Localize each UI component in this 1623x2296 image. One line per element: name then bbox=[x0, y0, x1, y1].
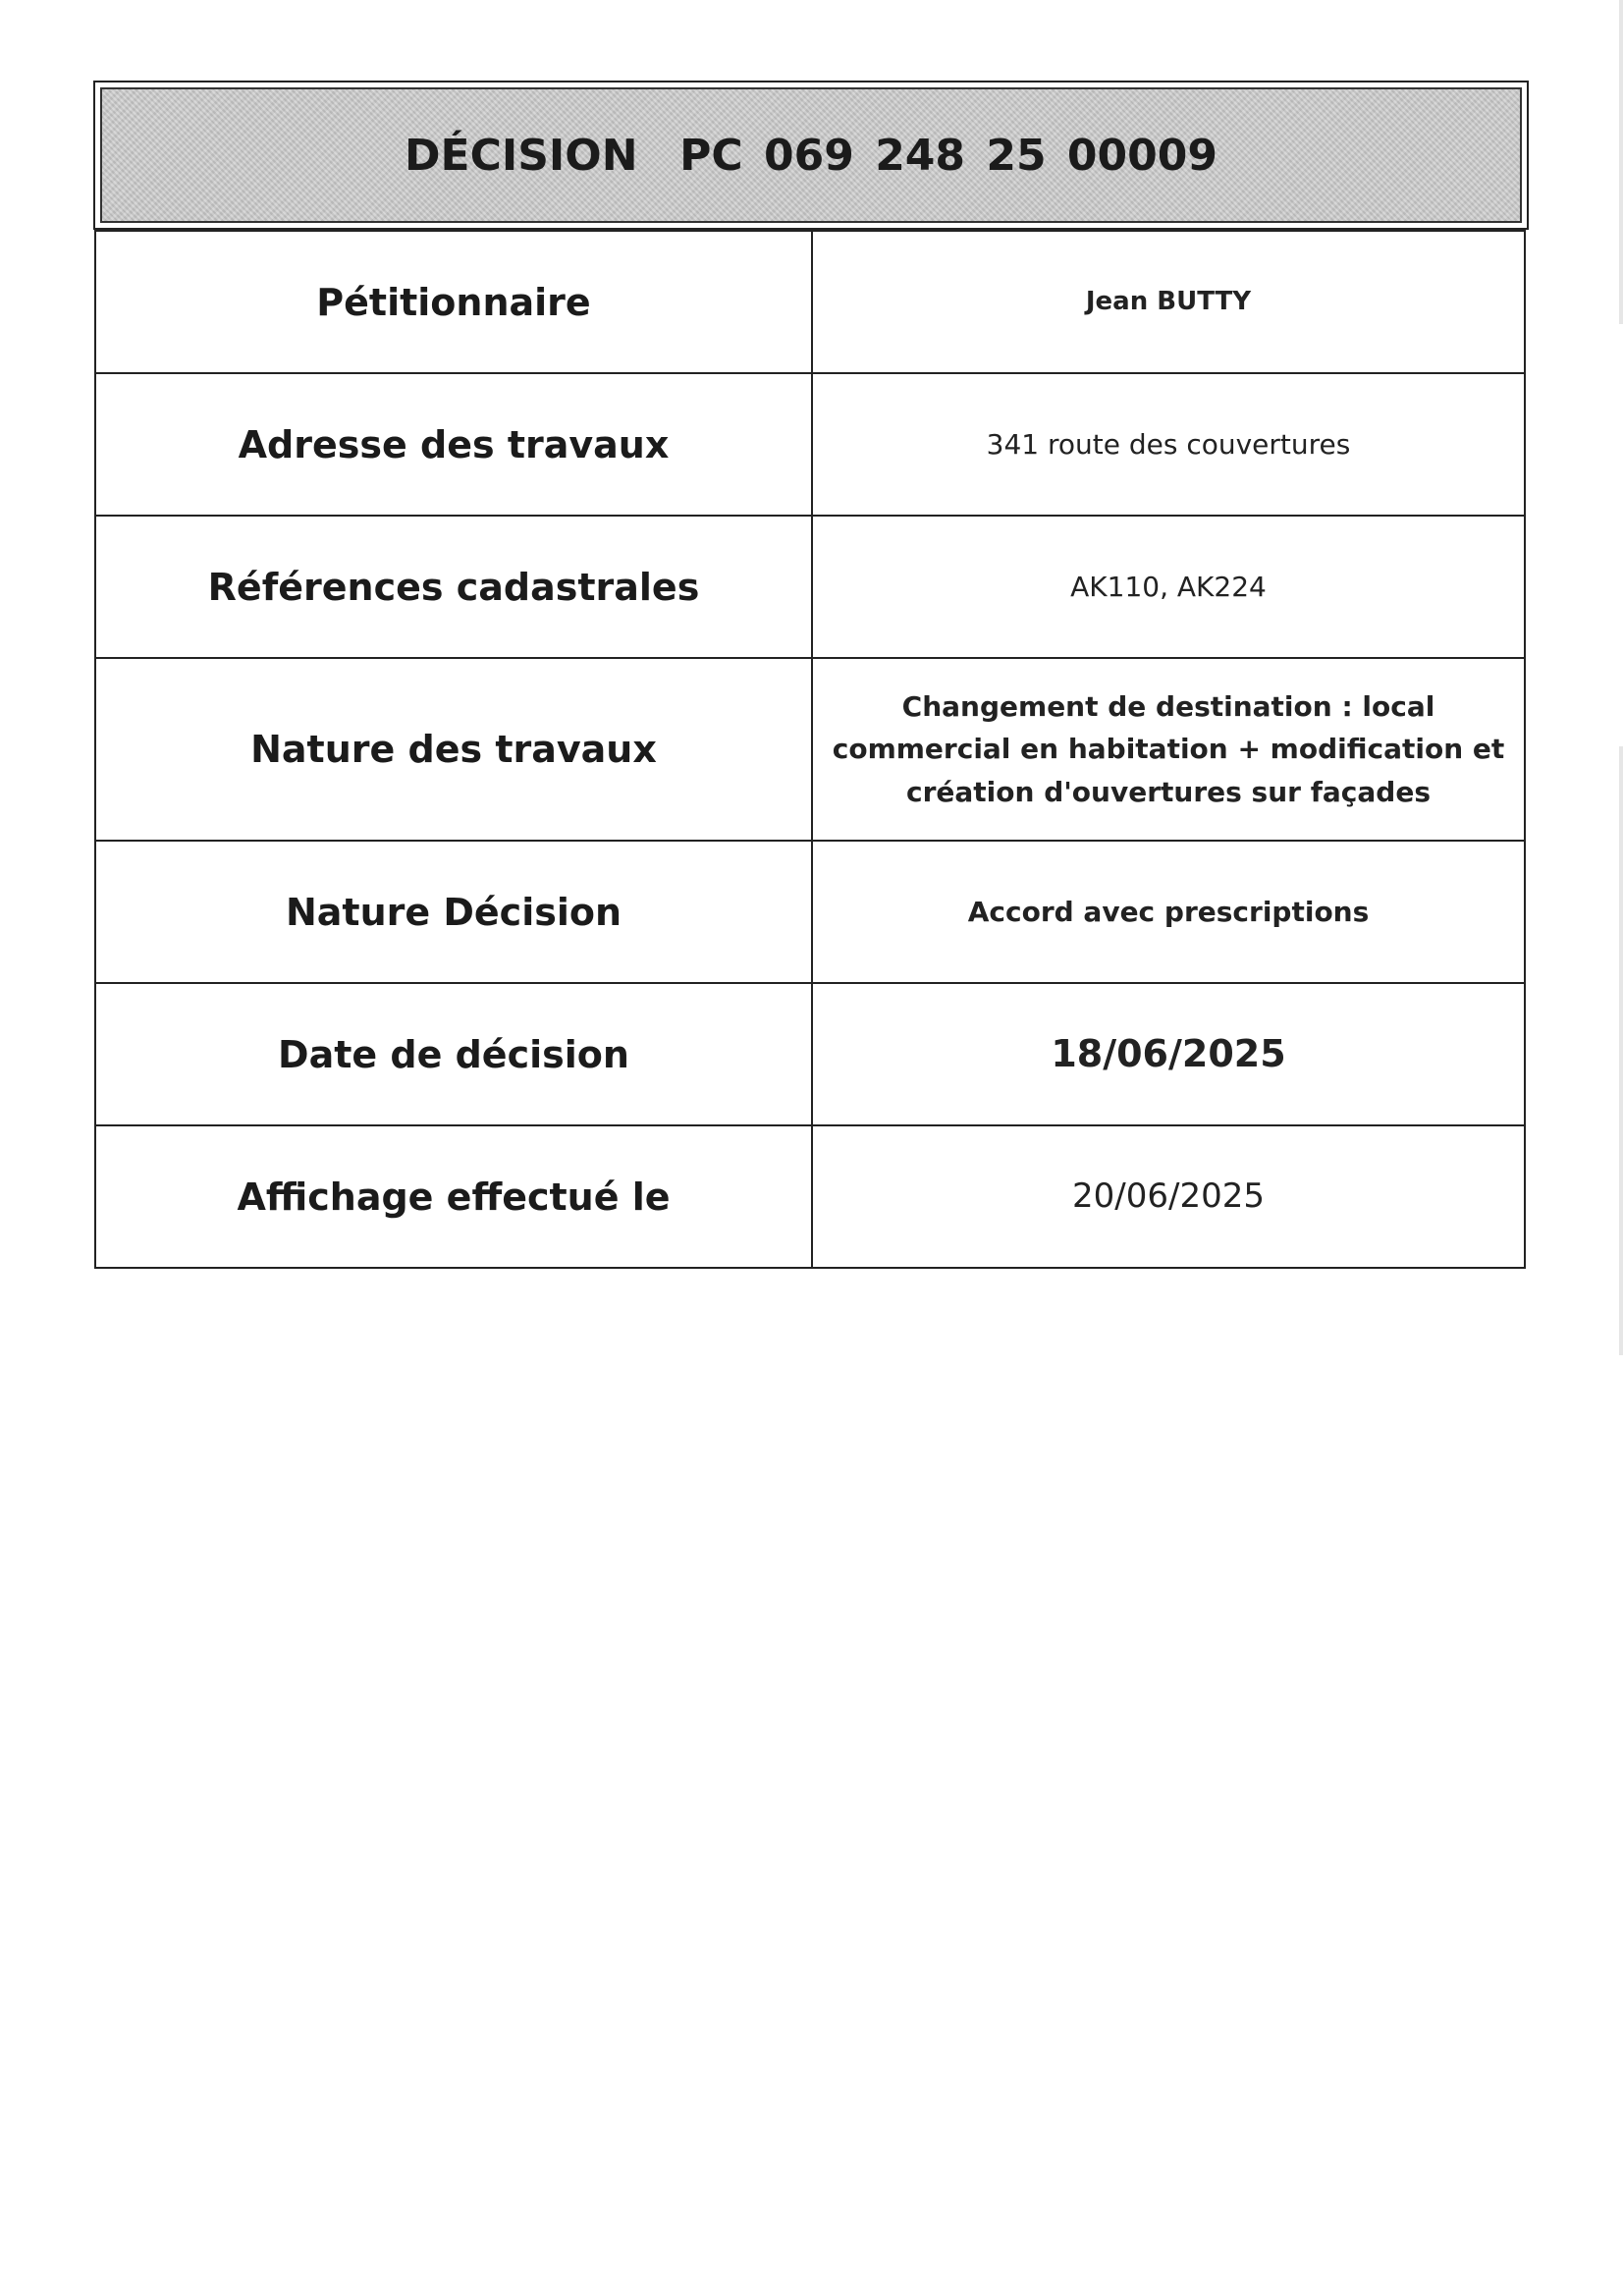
scan-edge-mark bbox=[1619, 746, 1623, 1355]
row-label: Références cadastrales bbox=[95, 516, 812, 658]
table-row-affichage bbox=[95, 1125, 1525, 1268]
row-label: Affichage effectué le bbox=[95, 1125, 812, 1268]
row-label: Nature des travaux bbox=[95, 658, 812, 841]
decision-info-table bbox=[94, 230, 1526, 1269]
scan-edge-mark bbox=[1619, 0, 1623, 324]
decision-title: DÉCISION PC 069 248 25 00009 bbox=[405, 130, 1217, 181]
row-value: Jean BUTTY bbox=[812, 231, 1525, 373]
row-label: Pétitionnaire bbox=[95, 231, 812, 373]
table-row-nature-travaux bbox=[95, 658, 1525, 841]
table-row-petitionnaire bbox=[95, 231, 1525, 373]
table-row-date-decision bbox=[95, 983, 1525, 1125]
row-value: 20/06/2025 bbox=[812, 1125, 1525, 1268]
decision-title-box bbox=[93, 81, 1529, 230]
decision-title-banner bbox=[100, 87, 1522, 223]
row-value: AK110, AK224 bbox=[812, 516, 1525, 658]
table-row-references-cadastrales bbox=[95, 516, 1525, 658]
row-value: 18/06/2025 bbox=[812, 983, 1525, 1125]
row-value: 341 route des couvertures bbox=[812, 373, 1525, 516]
row-label: Nature Décision bbox=[95, 841, 812, 983]
row-value: Changement de destination : local commercial en habitation + modification et création d'ouvertures sur façades bbox=[812, 658, 1525, 841]
row-label: Date de décision bbox=[95, 983, 812, 1125]
table-row-adresse bbox=[95, 373, 1525, 516]
row-value: Accord avec prescriptions bbox=[812, 841, 1525, 983]
table-row-nature-decision bbox=[95, 841, 1525, 983]
row-label: Adresse des travaux bbox=[95, 373, 812, 516]
